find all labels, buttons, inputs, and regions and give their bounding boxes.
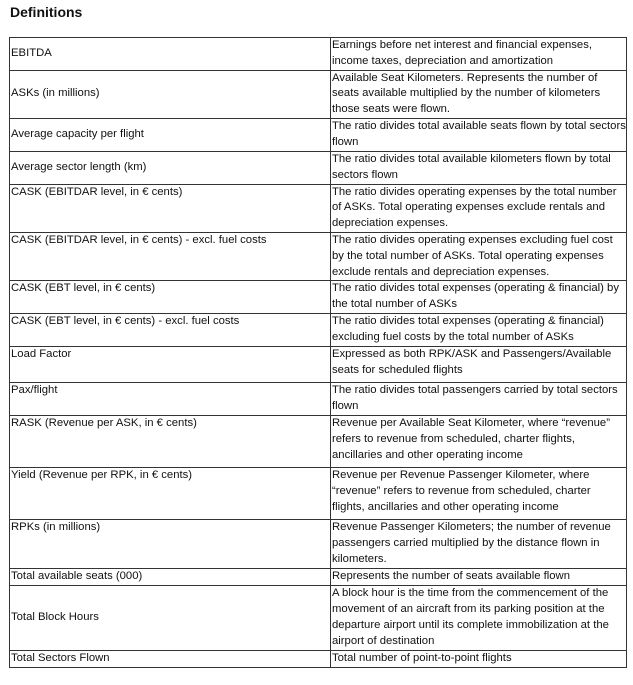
definition-cell: The ratio divides operating expenses by the total number of ASKs. Total operating expenses exclude rentals and depreciation expenses. — [331, 184, 627, 232]
definition-cell: Revenue per Available Seat Kilometer, where “revenue” refers to revenue from scheduled, charter flights, ancillaries and other operating income — [331, 416, 627, 468]
definition-cell: The ratio divides total available seats flown by total sectors flown — [331, 118, 627, 151]
term-cell: CASK (EBITDAR level, in € cents) - excl. fuel costs — [10, 232, 331, 280]
definition-cell: Revenue per Revenue Passenger Kilometer, where “revenue” refers to revenue from scheduled, charter flights, ancillaries and other operating income — [331, 468, 627, 520]
table-row — [10, 70, 627, 118]
table-row — [10, 383, 627, 416]
table-row — [10, 468, 627, 520]
term-cell: RPKs (in millions) — [10, 520, 331, 569]
table-row — [10, 118, 627, 151]
table-row — [10, 347, 627, 383]
term-cell: Average capacity per flight — [10, 118, 331, 151]
table-row — [10, 314, 627, 347]
table-row — [10, 651, 627, 668]
term-cell: Total Block Hours — [10, 586, 331, 651]
definition-cell: Available Seat Kilometers. Represents the number of seats available multiplied by the number of kilometers those seats were flown. — [331, 70, 627, 118]
term-cell: Total available seats (000) — [10, 569, 331, 586]
term-cell: Load Factor — [10, 347, 331, 383]
definition-cell: The ratio divides total expenses (operating & financial) excluding fuel costs by the total number of ASKs — [331, 314, 627, 347]
term-cell: CASK (EBT level, in € cents) - excl. fuel costs — [10, 314, 331, 347]
definition-cell: Total number of point-to-point flights — [331, 651, 627, 668]
definition-cell: Expressed as both RPK/ASK and Passengers/Available seats for scheduled flights — [331, 347, 627, 383]
term-cell: Pax/flight — [10, 383, 331, 416]
term-cell: Total Sectors Flown — [10, 651, 331, 668]
table-row — [10, 520, 627, 569]
table-row — [10, 416, 627, 468]
definition-cell: The ratio divides total available kilometers flown by total sectors flown — [331, 151, 627, 184]
definition-cell: The ratio divides total expenses (operating & financial) by the total number of ASKs — [331, 281, 627, 314]
definition-cell: Revenue Passenger Kilometers; the number of revenue passengers carried multiplied by the distance flown in kilometers. — [331, 520, 627, 569]
term-cell: CASK (EBITDAR level, in € cents) — [10, 184, 331, 232]
definitions-table — [9, 37, 627, 668]
table-row — [10, 38, 627, 71]
term-cell: Yield (Revenue per RPK, in € cents) — [10, 468, 331, 520]
page-title: Definitions — [10, 4, 83, 20]
definition-cell: Represents the number of seats available flown — [331, 569, 627, 586]
table-row — [10, 586, 627, 651]
table-row — [10, 151, 627, 184]
definition-cell: The ratio divides operating expenses excluding fuel cost by the total number of ASKs. Total operating expenses exclude rentals and depreciation expenses. — [331, 232, 627, 280]
term-cell: Average sector length (km) — [10, 151, 331, 184]
table-row — [10, 232, 627, 280]
definition-cell: Earnings before net interest and financial expenses, income taxes, depreciation and amortization — [331, 38, 627, 71]
term-cell: RASK (Revenue per ASK, in € cents) — [10, 416, 331, 468]
table-row — [10, 184, 627, 232]
term-cell: EBITDA — [10, 38, 331, 71]
definition-cell: The ratio divides total passengers carried by total sectors flown — [331, 383, 627, 416]
definition-cell: A block hour is the time from the commencement of the movement of an aircraft from its parking position at the departure airport until its complete immobilization at the airport of destination — [331, 586, 627, 651]
term-cell: ASKs (in millions) — [10, 70, 331, 118]
table-row — [10, 569, 627, 586]
term-cell: CASK (EBT level, in € cents) — [10, 281, 331, 314]
table-row — [10, 281, 627, 314]
